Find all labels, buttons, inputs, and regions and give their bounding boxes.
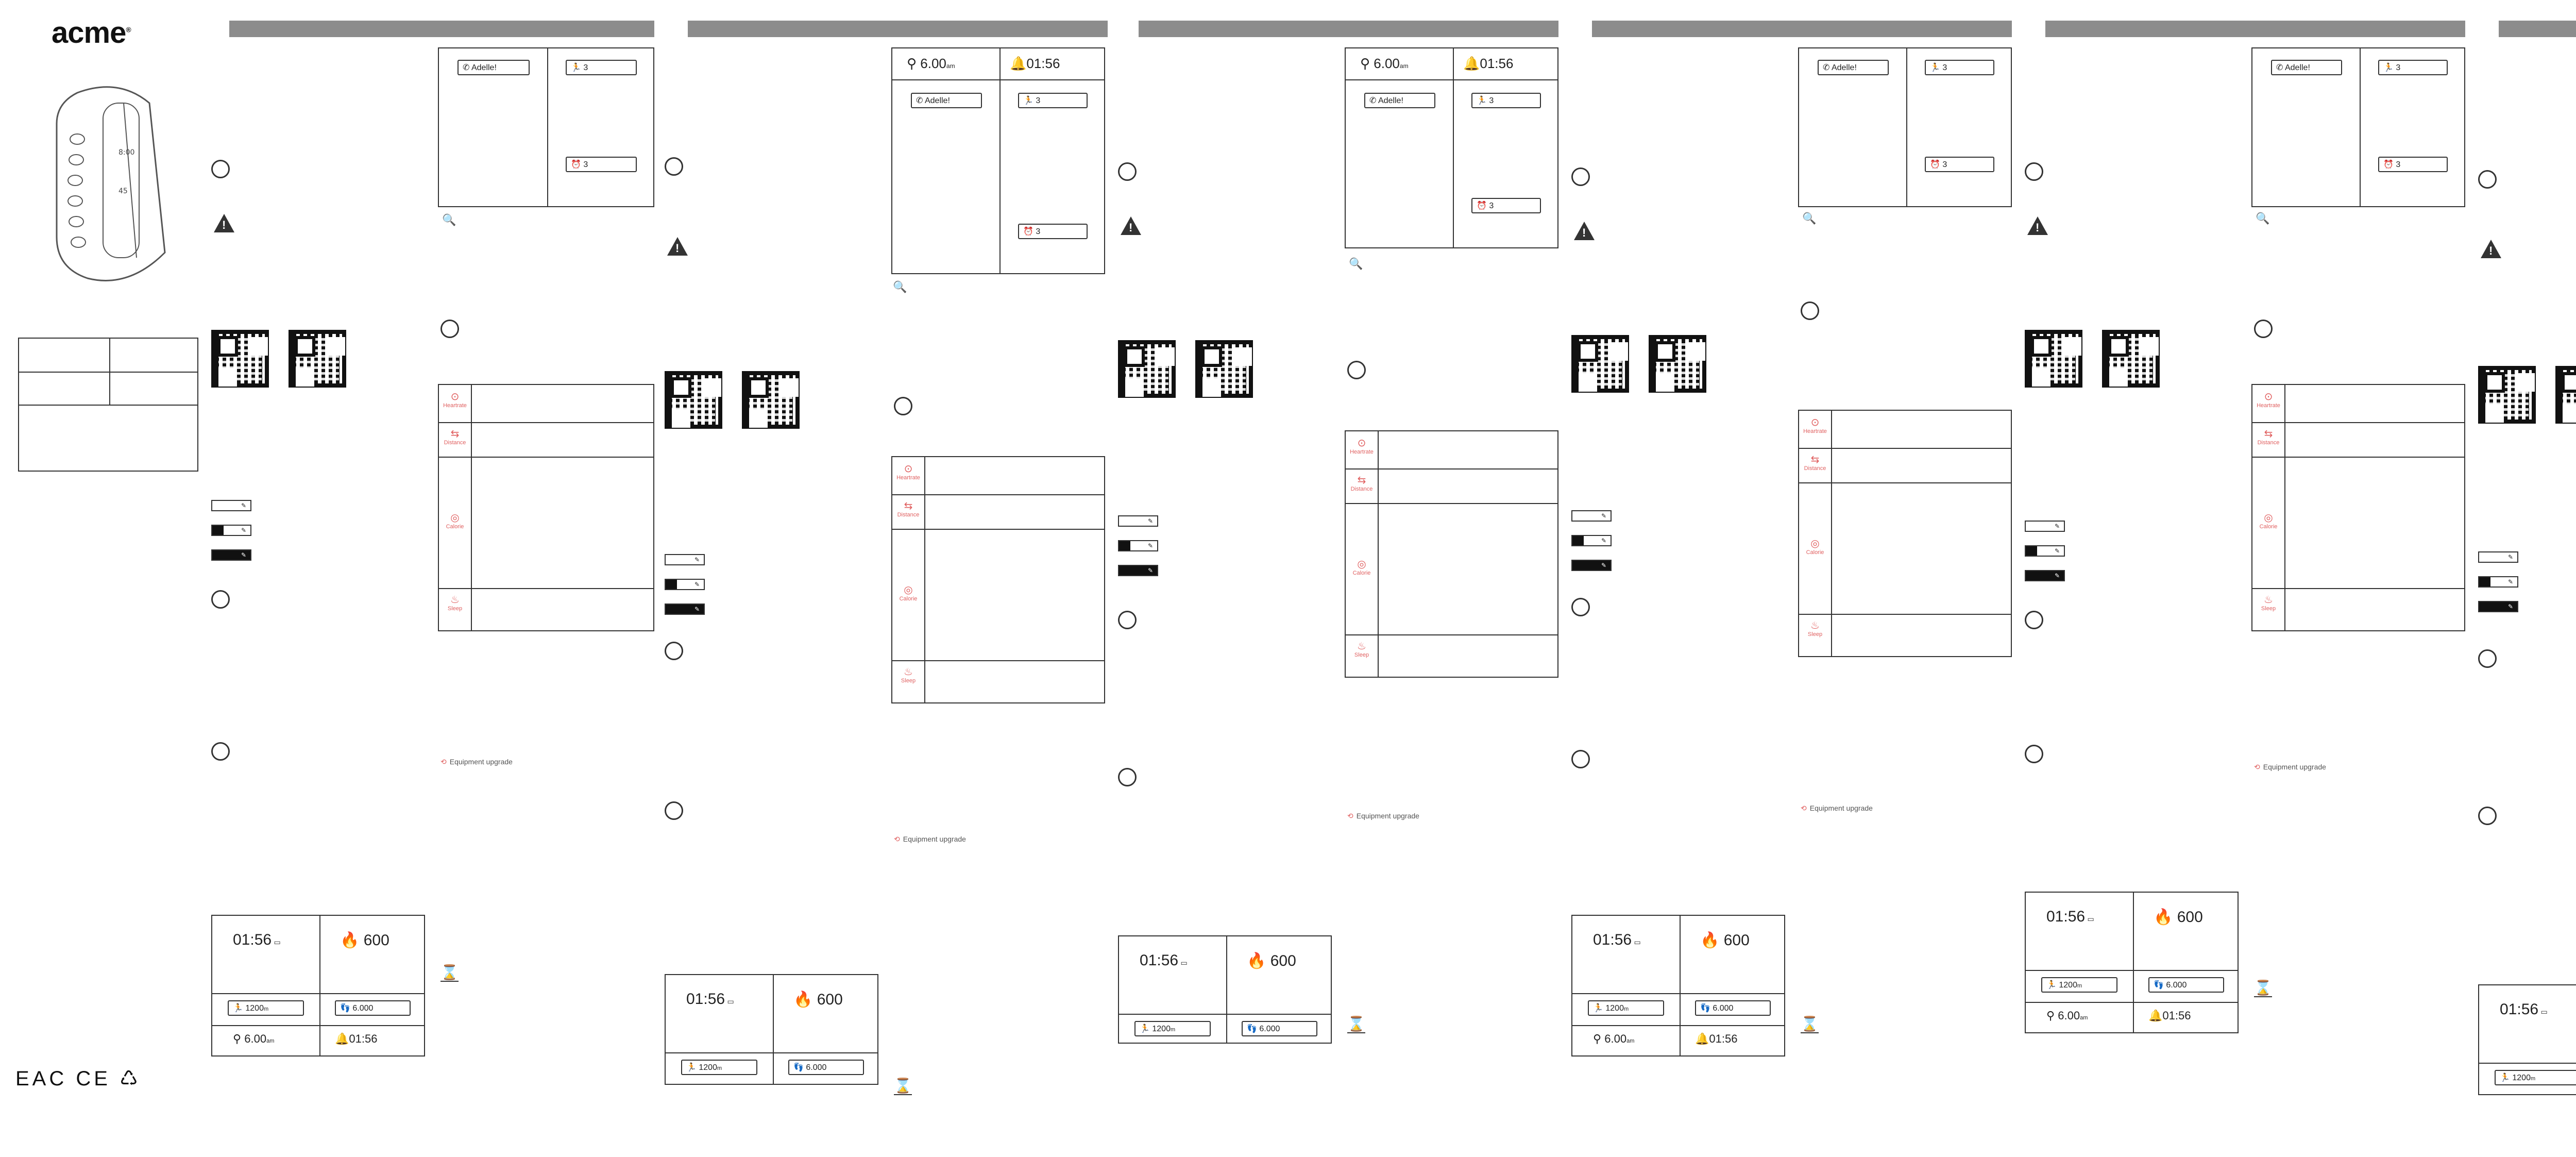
menu-item-label: Calorie	[446, 524, 464, 530]
menu-item-label: Calorie	[1806, 549, 1824, 556]
panel-4-menu-item-calorie	[1799, 537, 1831, 556]
panel-4-alarm-display: 🔔01:56	[1695, 1032, 1738, 1046]
panel-4-menu-table	[1798, 410, 2012, 657]
panel-3-step-circle	[1347, 361, 1366, 379]
panel-1-step-circle	[211, 742, 230, 761]
menu-item-label: Heartrate	[2257, 403, 2280, 409]
panel-4-button-short-press: ✎	[1571, 510, 1612, 522]
menu-item-icon: ⇆	[904, 499, 913, 512]
panel-5-search-icon: 🔍	[2256, 212, 2270, 225]
panel-2-notification-screen	[891, 47, 1105, 274]
panel-1-steps-notification: 🏃 3	[566, 60, 637, 75]
panel-4-distance-display: 🏃 1200m	[1588, 1000, 1664, 1016]
panel-5-alarm-display: 🔔01:56	[2148, 1009, 2191, 1022]
panel-3-alarm-notification: ⏰ 3	[1471, 198, 1541, 213]
menu-item-label: Heartrate	[1350, 449, 1374, 455]
panel-3-screen-divider	[1453, 48, 1454, 247]
menu-item-label: Calorie	[2259, 524, 2278, 530]
menu-item-icon: ⊙	[2264, 390, 2273, 403]
bell-icon: 🔔	[335, 1033, 349, 1046]
menu-item-label: Distance	[1804, 465, 1826, 472]
panel-6-step-circle	[2478, 170, 2497, 189]
menu-item-label: Calorie	[899, 596, 918, 602]
panel-6-header-bar	[2499, 21, 2576, 37]
panel-2-qr-code	[665, 371, 722, 429]
panel-3-dashboard-divider	[1226, 936, 1227, 1043]
runner-icon: 🏃	[1930, 62, 1940, 72]
panel-5-equipment-upgrade: ⟲ Equipment upgrade	[2254, 763, 2326, 772]
menu-item-icon: ♨	[904, 665, 913, 678]
panel-4-menu-row-divider	[1799, 482, 2011, 483]
runner-icon: 🏃	[2500, 1072, 2510, 1082]
panel-3-steps-notification: 🏃 3	[1471, 93, 1541, 108]
panel-1-dashboard-screen	[211, 915, 425, 1057]
panel-6-qr-code	[2478, 366, 2536, 424]
panel-2-menu-item-calorie	[892, 583, 924, 602]
panel-1-menu-row-divider	[439, 588, 653, 589]
panel-2-button-half-press: ✎	[665, 579, 705, 590]
flame-icon: 🔥	[1247, 952, 1266, 970]
spec-table	[18, 338, 198, 472]
panel-4-menu-item-heartrate	[1799, 416, 1831, 434]
panel-1-dashboard-divider	[319, 916, 320, 1055]
panel-4-steps-display: 👣 6.000	[1695, 1000, 1771, 1016]
flame-icon: 🔥	[793, 991, 813, 1009]
panel-2-menu-item-sleep	[892, 665, 924, 684]
location-icon: ⚲	[1593, 1033, 1602, 1046]
menu-item-icon: ◎	[2264, 511, 2273, 524]
panel-5-menu-item-distance	[2252, 427, 2284, 446]
panel-1-distance-display: 🏃 1200m	[228, 1000, 304, 1016]
panel-4-notification-screen	[1798, 47, 2012, 207]
panel-5-header-bar	[2045, 21, 2465, 37]
panel-3-notification-screen	[1345, 47, 1558, 248]
panel-2-call-notification: ✆ Adelle!	[911, 93, 982, 108]
panel-5-step-circle	[2025, 745, 2043, 763]
location-icon: ⚲	[907, 56, 917, 72]
panel-3-menu-table	[1345, 430, 1558, 678]
panel-5-screen-divider	[2360, 48, 2361, 206]
alarm-clock-icon: ⏰	[1477, 200, 1487, 210]
menu-item-icon: ⊙	[450, 390, 460, 403]
panel-4-location-display: ⚲ 6.00am	[1593, 1032, 1635, 1046]
panel-1-calories-display: 🔥 600	[340, 931, 389, 949]
panel-4-header-bar	[1592, 21, 2012, 37]
panel-3-button-short-press: ✎	[1118, 515, 1158, 527]
panel-1-notification-screen	[438, 47, 654, 207]
panel-4-alarm-notification: ⏰ 3	[1925, 157, 1994, 172]
menu-item-icon: ⇆	[1810, 453, 1820, 465]
panel-2-step-circle	[665, 642, 683, 660]
menu-item-icon: ◎	[1810, 537, 1820, 549]
panel-6-button-long-press: ✎	[2478, 601, 2518, 612]
panel-5-step-circle	[2025, 162, 2043, 181]
phone-icon: ✆	[1369, 95, 1377, 105]
panel-3-timer-display: 01:56 ▭	[1140, 952, 1188, 969]
menu-item-label: Sleep	[447, 606, 463, 612]
footsteps-icon: 👣	[340, 1003, 350, 1013]
footsteps-icon: 👣	[2154, 980, 2164, 990]
location-icon: ⚲	[233, 1033, 242, 1046]
panel-5-menu-item-calorie	[2252, 511, 2284, 530]
panel-2-menu-item-distance	[892, 499, 924, 518]
panel-5-button-half-press: ✎	[2025, 545, 2065, 557]
panel-5-dashboard-screen	[2025, 892, 2239, 1033]
panel-2-menu-table	[891, 456, 1105, 703]
panel-5-menu-item-heartrate	[2252, 390, 2284, 409]
panel-2-screen-row-divider	[892, 79, 1104, 80]
panel-2-equipment-upgrade: ⟲ Equipment upgrade	[894, 835, 966, 844]
panel-4-menu-item-sleep	[1799, 619, 1831, 638]
panel-3-call-notification: ✆ Adelle!	[1364, 93, 1435, 108]
panel-2-warning-icon	[667, 237, 688, 256]
panel-5-button-long-press: ✎	[2025, 570, 2065, 581]
panel-1-screen-divider	[547, 48, 548, 206]
menu-item-label: Sleep	[1354, 652, 1369, 658]
brand-logo: acme®	[52, 16, 131, 49]
menu-item-icon: ⇆	[2264, 427, 2273, 440]
panel-4-warning-icon	[1574, 222, 1595, 240]
location-icon: ⚲	[2046, 1010, 2055, 1022]
footsteps-icon: 👣	[793, 1062, 804, 1072]
panel-1-location-display: ⚲ 6.00am	[233, 1032, 275, 1046]
panel-4-menu-row-divider	[1799, 614, 2011, 615]
panel-4-qr-code	[1571, 335, 1629, 393]
panel-3-dashboard-screen	[1118, 935, 1332, 1044]
panel-3-menu-item-distance	[1346, 474, 1378, 492]
panel-1-equipment-upgrade: ⟲ Equipment upgrade	[440, 758, 513, 766]
menu-item-label: Distance	[444, 440, 466, 446]
bell-icon: 🔔	[1010, 56, 1027, 72]
panel-2-steps-notification: 🏃 3	[1018, 93, 1088, 108]
panel-5-steps-display: 👣 6.000	[2148, 977, 2224, 993]
panel-6-distance-display: 🏃 1200m	[2495, 1070, 2576, 1085]
panel-1-dashboard-row-divider-2	[212, 1025, 424, 1026]
panel-5-distance-display: 🏃 1200m	[2041, 977, 2117, 993]
menu-item-label: Heartrate	[1803, 428, 1827, 434]
menu-item-icon: ♨	[1810, 619, 1820, 631]
fitness-band-illustration	[46, 82, 180, 289]
phone-icon: ✆	[463, 62, 470, 72]
panel-1-call-notification: ✆ Adelle!	[457, 60, 530, 75]
panel-2-menu-item-heartrate	[892, 462, 924, 481]
panel-2-menu-row-divider	[892, 660, 1104, 661]
panel-3-step-circle	[1118, 611, 1137, 629]
footsteps-icon: 👣	[1700, 1003, 1710, 1013]
panel-1-qr-code	[289, 330, 346, 388]
panel-5-menu-row-divider	[2252, 422, 2464, 423]
alarm-clock-icon: ⏰	[2383, 159, 2394, 169]
menu-item-label: Sleep	[2261, 606, 2276, 612]
panel-5-menu-item-sleep	[2252, 593, 2284, 612]
panel-1-button-short-press: ✎	[211, 500, 251, 511]
panel-2-distance-display: 🏃 1200m	[681, 1060, 757, 1075]
panel-2-menu-row-divider	[892, 494, 1104, 495]
panel-3-qr-code	[1195, 340, 1253, 398]
panel-3-header-bar	[1139, 21, 1558, 37]
panel-4-button-half-press: ✎	[1571, 535, 1612, 546]
panel-4-dashboard-row-divider	[1572, 993, 1784, 994]
panel-1-button-long-press: ✎	[211, 549, 251, 561]
bell-icon: 🔔	[1695, 1033, 1709, 1046]
panel-1-search-icon: 🔍	[442, 214, 456, 227]
runner-icon: 🏃	[233, 1003, 243, 1013]
alarm-clock-icon: ⏰	[1023, 226, 1033, 236]
panel-1-step-circle	[211, 160, 230, 178]
panel-3-menu-item-calorie	[1346, 558, 1378, 576]
panel-2-dashboard-row-divider	[666, 1052, 877, 1053]
panel-4-calories-display: 🔥 600	[1700, 931, 1750, 949]
panel-5-dashboard-divider	[2133, 893, 2134, 1032]
panel-5-steps-notification: 🏃 3	[2378, 60, 2448, 75]
menu-item-label: Distance	[1350, 486, 1373, 492]
panel-1-menu-row-divider	[439, 422, 653, 423]
panel-5-step-circle	[2025, 611, 2043, 629]
panel-2-step-circle	[665, 157, 683, 176]
panel-2-step-circle	[665, 801, 683, 820]
panel-4-call-notification: ✆ Adelle!	[1818, 60, 1889, 75]
panel-6-button-short-press: ✎	[2478, 551, 2518, 563]
panel-4-dashboard-row-divider-2	[1572, 1025, 1784, 1026]
panel-5-dashboard-row-divider-2	[2026, 1002, 2238, 1003]
panel-4-steps-notification: 🏃 3	[1925, 60, 1994, 75]
panel-1-step-circle	[440, 320, 459, 338]
panel-1-alarm-display: 🔔01:56	[335, 1032, 378, 1046]
panel-2-dashboard-screen	[665, 974, 878, 1085]
panel-3-menu-row-divider	[1346, 468, 1557, 469]
upgrade-icon: ⟲	[2254, 763, 2260, 772]
menu-item-icon: ⊙	[1357, 437, 1366, 449]
panel-5-warning-icon	[2027, 216, 2048, 235]
panel-2-steps-display: 👣 6.000	[788, 1060, 864, 1075]
panel-1-warning-icon	[214, 214, 234, 232]
runner-icon: 🏃	[1593, 1003, 1603, 1013]
band-time-line1: 8:00	[118, 148, 135, 157]
panel-3-search-icon: 🔍	[1349, 258, 1363, 271]
panel-4-step-circle	[1571, 598, 1590, 616]
panel-3-calories-display: 🔥 600	[1247, 952, 1296, 970]
panel-5-menu-table	[2251, 384, 2465, 631]
panel-5-calories-display: 🔥 600	[2154, 908, 2203, 926]
panel-5-location-display: ⚲ 6.00am	[2046, 1009, 2088, 1022]
panel-5-step-circle	[2254, 320, 2273, 338]
bell-icon: 🔔	[2148, 1010, 2163, 1022]
runner-icon: 🏃	[2046, 980, 2057, 990]
panel-4-screen-divider	[1906, 48, 1907, 206]
panel-3-alarm-time: 🔔01:56	[1463, 56, 1514, 72]
menu-item-icon: ⇆	[1357, 474, 1366, 486]
upgrade-icon: ⟲	[1801, 804, 1807, 813]
certification-marks: EAC CE ♺	[15, 1067, 141, 1090]
runner-icon: 🏃	[1023, 95, 1033, 105]
panel-1-button-half-press: ✎	[211, 525, 251, 536]
upgrade-icon: ⟲	[1347, 812, 1353, 820]
panel-5-menu-row-divider	[2252, 588, 2464, 589]
menu-item-label: Sleep	[901, 678, 916, 684]
menu-item-label: Calorie	[1352, 570, 1371, 576]
panel-3-distance-display: 🏃 1200m	[1134, 1021, 1211, 1036]
panel-5-notification-screen	[2251, 47, 2465, 207]
panel-4-step-circle	[1571, 750, 1590, 768]
menu-item-label: Heartrate	[443, 403, 467, 409]
panel-6-qr-code	[2555, 366, 2576, 424]
panel-2-screen-divider	[999, 48, 1001, 273]
menu-item-icon: ⊙	[904, 462, 913, 475]
panel-1-step-circle	[211, 590, 230, 609]
panel-2-button-long-press: ✎	[665, 603, 705, 615]
panel-1-menu-item-heartrate	[439, 390, 471, 409]
panel-4-dashboard-divider	[1680, 916, 1681, 1055]
panel-1-timer-display: 01:56 ▭	[233, 931, 281, 948]
panel-5-dashboard-row-divider	[2026, 970, 2238, 971]
panel-5-menu-row-divider	[2252, 457, 2464, 458]
panel-1-dashboard-row-divider	[212, 993, 424, 994]
panel-3-button-long-press: ✎	[1118, 565, 1158, 576]
panel-1-menu-item-calorie	[439, 511, 471, 530]
alarm-clock-icon: ⏰	[571, 159, 581, 169]
panel-2-location-time: ⚲ 6.00am	[907, 56, 955, 72]
menu-item-icon: ◎	[1357, 558, 1366, 570]
panel-4-menu-row-divider	[1799, 448, 2011, 449]
panel-5-button-short-press: ✎	[2025, 521, 2065, 532]
footsteps-icon: 👣	[1247, 1024, 1257, 1033]
menu-item-icon: ⊙	[1810, 416, 1820, 428]
panel-4-step-circle	[1801, 301, 1819, 320]
panel-1-menu-item-distance	[439, 427, 471, 446]
phone-icon: ✆	[2276, 62, 2283, 72]
runner-icon: 🏃	[571, 62, 581, 72]
panel-3-warning-icon	[1121, 216, 1141, 235]
panel-1-header-bar	[229, 21, 654, 37]
panel-4-hourglass-icon: ⌛	[1801, 1015, 1819, 1032]
panel-2-alarm-notification: ⏰ 3	[1018, 224, 1088, 239]
panel-6-warning-icon	[2481, 240, 2501, 258]
location-icon: ⚲	[1360, 56, 1370, 72]
menu-item-icon: ⇆	[450, 427, 460, 440]
upgrade-icon: ⟲	[894, 835, 900, 844]
panel-5-qr-code	[2102, 330, 2160, 388]
panel-6-timer-display: 01:56 ▭	[2500, 1001, 2548, 1018]
panel-1-menu-row-divider	[439, 457, 653, 458]
panel-3-menu-row-divider	[1346, 634, 1557, 635]
panel-6-dashboard-screen	[2478, 984, 2576, 1095]
runner-icon: 🏃	[2383, 62, 2394, 72]
panel-4-dashboard-screen	[1571, 915, 1785, 1057]
panel-2-header-bar	[688, 21, 1108, 37]
menu-item-icon: ◎	[904, 583, 913, 596]
panel-2-calories-display: 🔥 600	[793, 991, 843, 1009]
panel-1-menu-table	[438, 384, 654, 631]
panel-6-dashboard-row-divider	[2479, 1063, 2576, 1064]
panel-3-steps-display: 👣 6.000	[1242, 1021, 1317, 1036]
panel-1-menu-item-sleep	[439, 593, 471, 612]
bell-icon: 🔔	[1463, 56, 1480, 72]
panel-6-step-circle	[2478, 649, 2497, 668]
panel-3-menu-item-sleep	[1346, 640, 1378, 658]
menu-item-label: Sleep	[1807, 631, 1823, 638]
panel-1-hourglass-icon: ⌛	[440, 964, 459, 981]
panel-2-hourglass-icon: ⌛	[894, 1077, 912, 1094]
panel-4-step-circle	[1571, 167, 1590, 186]
panel-2-menu-row-divider	[892, 529, 1104, 530]
panel-5-hourglass-icon: ⌛	[2254, 979, 2272, 996]
phone-icon: ✆	[916, 95, 923, 105]
panel-2-timer-display: 01:56 ▭	[686, 991, 734, 1008]
menu-item-icon: ♨	[450, 593, 460, 606]
panel-2-search-icon: 🔍	[893, 281, 907, 294]
menu-item-icon: ◎	[450, 511, 460, 524]
band-time-line2: 45	[118, 187, 128, 195]
panel-5-call-notification: ✆ Adelle!	[2271, 60, 2342, 75]
upgrade-icon: ⟲	[440, 758, 447, 766]
panel-2-qr-code	[742, 371, 800, 429]
panel-6-step-circle	[2478, 807, 2497, 825]
panel-5-alarm-notification: ⏰ 3	[2378, 157, 2448, 172]
panel-4-qr-code	[1649, 335, 1706, 393]
panel-3-menu-row-divider	[1346, 503, 1557, 504]
panel-4-search-icon: 🔍	[1802, 212, 1817, 225]
runner-icon: 🏃	[1140, 1024, 1150, 1033]
panel-3-hourglass-icon: ⌛	[1347, 1015, 1365, 1032]
panel-1-qr-code	[211, 330, 269, 388]
panel-2-button-short-press: ✎	[665, 554, 705, 565]
flame-icon: 🔥	[2154, 908, 2173, 926]
panel-3-location-time: ⚲ 6.00am	[1360, 56, 1409, 72]
panel-3-qr-code	[1118, 340, 1176, 398]
menu-item-icon: ♨	[2264, 593, 2273, 606]
panel-4-menu-item-distance	[1799, 453, 1831, 472]
panel-1-alarm-notification: ⏰ 3	[566, 157, 637, 172]
runner-icon: 🏃	[686, 1062, 697, 1072]
panel-2-step-circle	[894, 397, 912, 415]
panel-2-alarm-time: 🔔01:56	[1010, 56, 1060, 72]
panel-1-steps-display: 👣 6.000	[335, 1000, 411, 1016]
menu-item-icon: ♨	[1357, 640, 1366, 652]
panel-6-button-half-press: ✎	[2478, 576, 2518, 588]
panel-5-timer-display: 01:56 ▭	[2046, 908, 2094, 925]
panel-5-qr-code	[2025, 330, 2082, 388]
flame-icon: 🔥	[1700, 931, 1720, 949]
alarm-clock-icon: ⏰	[1930, 159, 1940, 169]
menu-item-label: Distance	[2257, 440, 2280, 446]
panel-4-button-long-press: ✎	[1571, 560, 1612, 571]
panel-3-step-circle	[1118, 768, 1137, 786]
panel-4-equipment-upgrade: ⟲ Equipment upgrade	[1801, 804, 1873, 813]
panel-3-step-circle	[1118, 162, 1137, 181]
panel-3-menu-item-heartrate	[1346, 437, 1378, 455]
phone-icon: ✆	[1823, 62, 1830, 72]
flame-icon: 🔥	[340, 931, 360, 949]
panel-3-equipment-upgrade: ⟲ Equipment upgrade	[1347, 812, 1419, 820]
panel-2-dashboard-divider	[773, 975, 774, 1084]
panel-3-screen-row-divider	[1346, 79, 1557, 80]
panel-3-dashboard-row-divider	[1119, 1014, 1331, 1015]
panel-4-timer-display: 01:56 ▭	[1593, 931, 1641, 948]
menu-item-label: Heartrate	[896, 475, 920, 481]
menu-item-label: Distance	[897, 512, 920, 518]
panel-3-button-half-press: ✎	[1118, 540, 1158, 551]
runner-icon: 🏃	[1477, 95, 1487, 105]
